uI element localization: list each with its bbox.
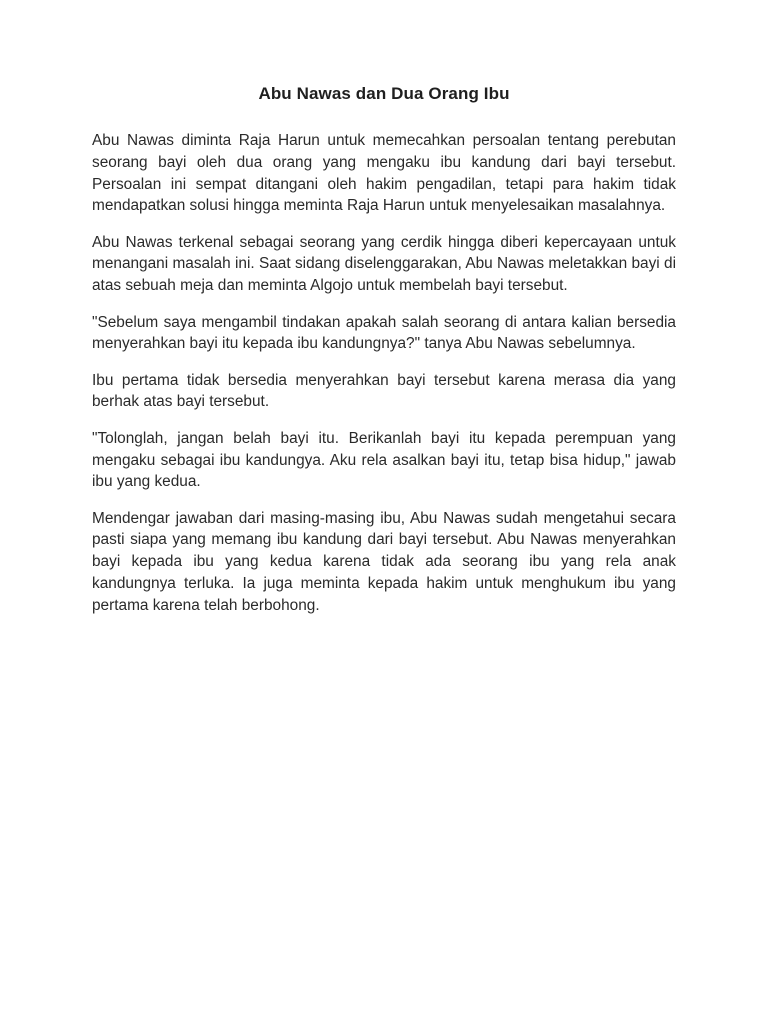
paragraph-6: Mendengar jawaban dari masing-masing ibu, Abu Nawas sudah mengetahui secara pasti siapa yang memang ibu kandung dari bayi tersebut. Abu Nawas menyerahkan bayi kepada ibu yang kedua karena tidak ada seorang ibu yang rela anak kandungnya terluka. Ia juga meminta kepada hakim untuk menghukum ibu yang pertama karena telah berbohong.	[92, 509, 676, 614]
paragraph-1: Abu Nawas diminta Raja Harun untuk memecahkan persoalan tentang perebutan seorang bayi oleh dua orang yang mengaku ibu kandung dari bayi tersebut. Persoalan ini sempat ditangani oleh hakim pengadilan, tetapi para hakim tidak mendapatkan solusi hingga meminta Raja Harun untuk menyelesaikan masalahnya.	[92, 132, 676, 215]
paragraph-5: "Tolonglah, jangan belah bayi itu. Berikanlah bayi itu kepada perempuan yang mengaku sebagai ibu kandungya. Aku rela asalkan bayi itu, tetap bisa hidup," jawab ibu yang kedua.	[92, 429, 676, 491]
paragraph-4: Ibu pertama tidak bersedia menyerahkan bayi tersebut karena merasa dia yang berhak atas bayi tersebut.	[92, 371, 676, 411]
document-title: Abu Nawas dan Dua Orang Ibu	[258, 84, 510, 103]
paragraph-3: "Sebelum saya mengambil tindakan apakah salah seorang di antara kalian bersedia menyerahkan bayi itu kepada ibu kandungnya?" tanya Abu Nawas sebelumnya.	[92, 313, 676, 353]
paragraph-2: Abu Nawas terkenal sebagai seorang yang cerdik hingga diberi kepercayaan untuk menangani masalah ini. Saat sidang diselenggarakan, Abu Nawas meletakkan bayi di atas sebuah meja dan meminta Algojo untuk membelah bayi tersebut.	[92, 233, 676, 295]
